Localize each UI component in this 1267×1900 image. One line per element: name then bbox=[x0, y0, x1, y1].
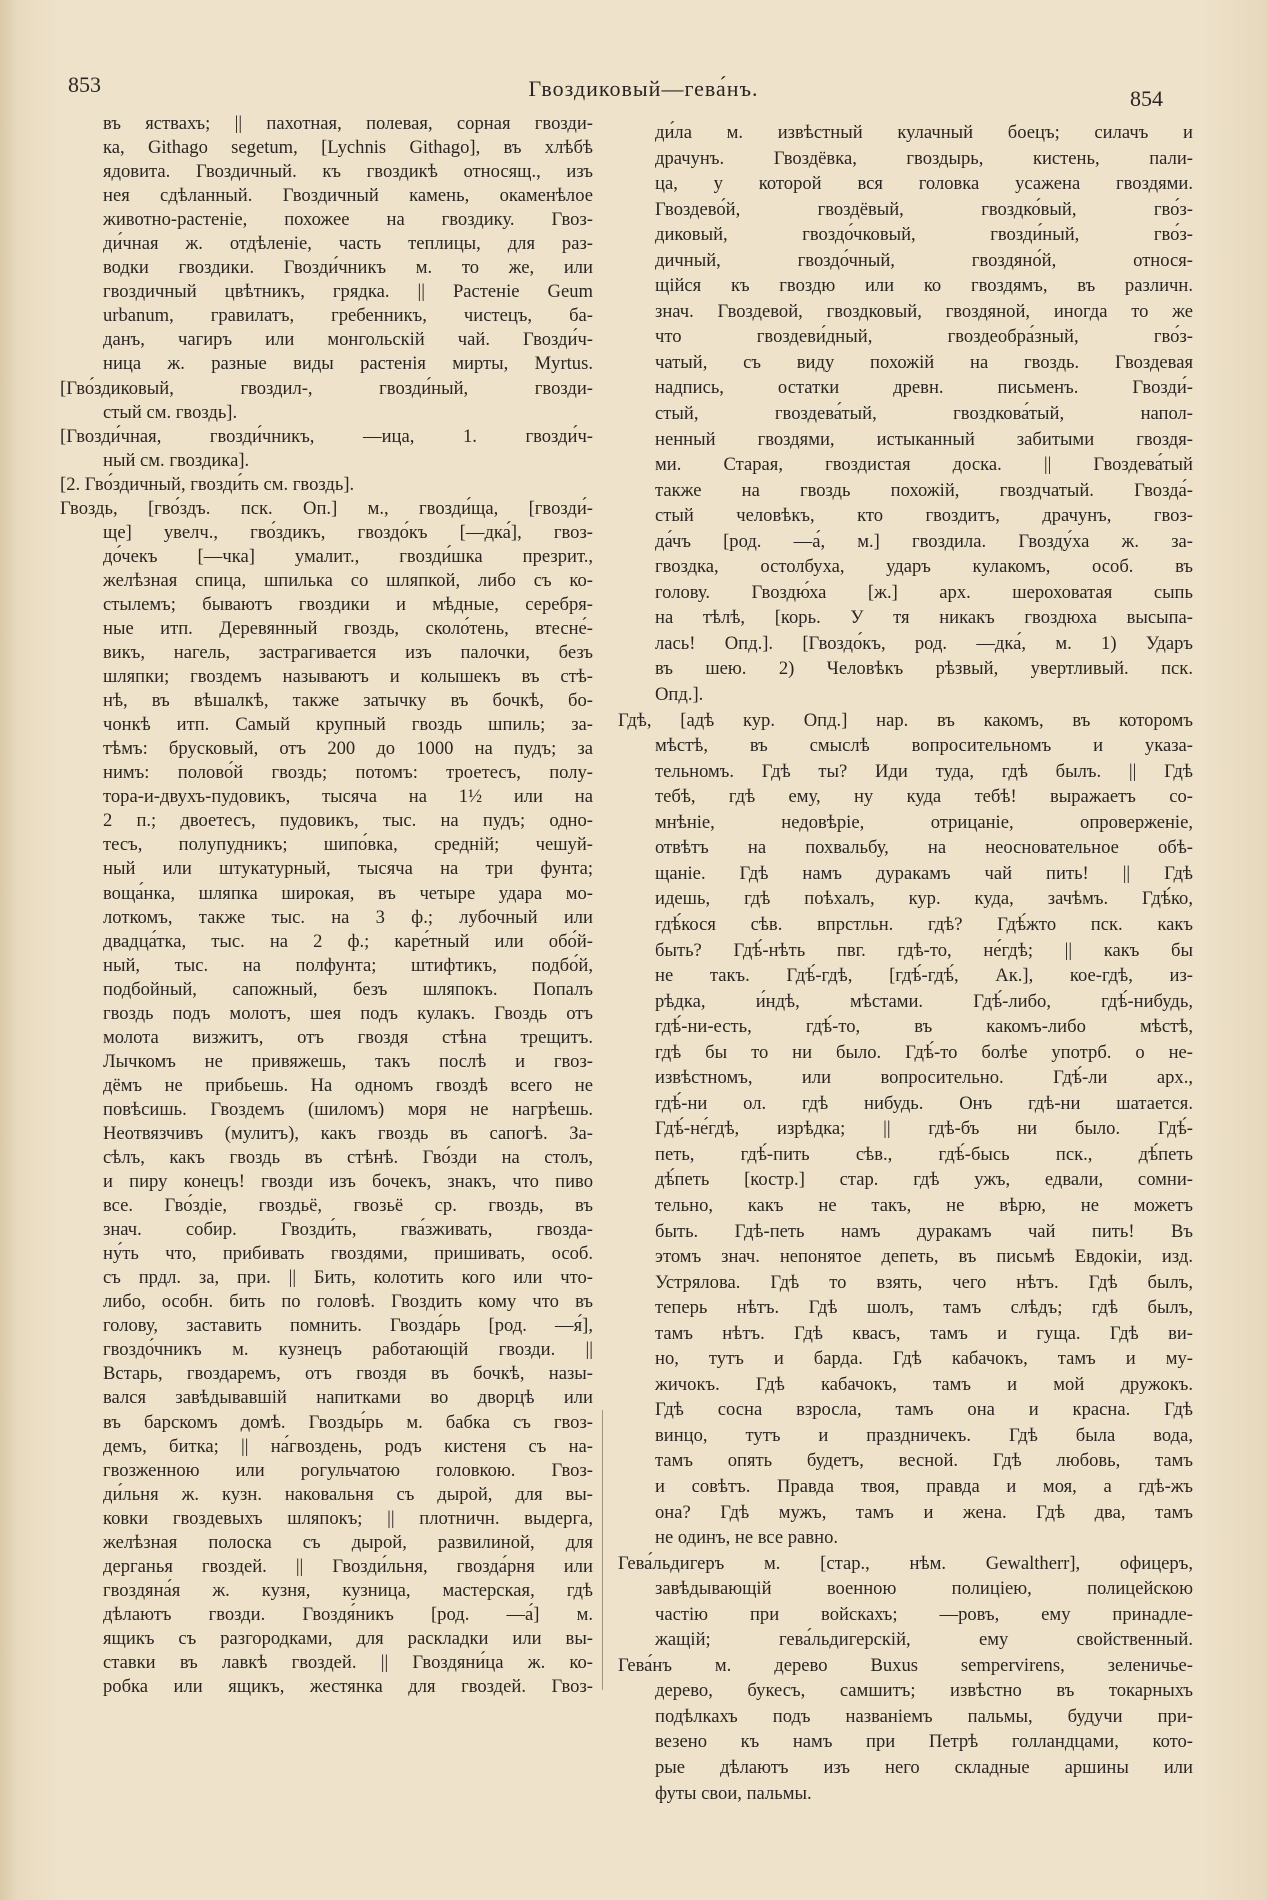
text-line: жичокъ. Гдѣ кабачокъ, тамъ и мой дружокъ. bbox=[655, 1373, 1193, 1395]
text-line: дерганья гвоздей. || Гвозди́льня, гвозда́рня или bbox=[103, 1555, 593, 1577]
entry-headword-line: Гева́нъ м. дерево Buxus sempervirens, зеленичье- bbox=[618, 1654, 1193, 1676]
text-line: винцо, тутъ и праздничекъ. Гдѣ была вода, bbox=[655, 1424, 1193, 1446]
text-line: нея сдѣланный. Гвоздичный камень, окаменѣлое bbox=[103, 185, 593, 207]
text-line: въ шею. 2) Человѣкъ рѣзвый, увертливый. пск. bbox=[655, 658, 1193, 680]
text-line: теперь нѣтъ. Гдѣ шолъ, тамъ слѣдъ; гдѣ былъ, bbox=[655, 1297, 1193, 1319]
entry-headword-line: Гева́льдигеръ м. [стар., нѣм. Gewaltherr], офицеръ, bbox=[618, 1552, 1193, 1574]
text-line: молота визжитъ, отъ гвоздя стѣна трещитъ. bbox=[103, 1026, 593, 1048]
text-line: Гдѣ́-не́гдѣ, изрѣдка; || гдѣ-бъ ни было. Гдѣ́- bbox=[655, 1118, 1193, 1140]
text-line: знач. Гвоздевой, гвоздковый, гвоздяной, иногда то же bbox=[655, 300, 1193, 322]
text-line: нимъ: полово́й гвоздь; потомъ: троетесъ, полу- bbox=[103, 762, 593, 784]
entry-headword-line: Гдѣ, [адѣ кур. Опд.] нар. въ какомъ, въ которомъ bbox=[618, 709, 1193, 731]
text-line: не такъ. Гдѣ́-гдѣ, [гдѣ́-гдѣ́, Ак.], кое-гдѣ, из- bbox=[655, 965, 1193, 987]
text-line: ставки въ лавкѣ гвоздей. || Гвоздяни́ца ж. ко- bbox=[103, 1652, 593, 1673]
text-line: рѣдка, и́ндѣ, мѣстами. Гдѣ́-либо, гдѣ́-нибудь, bbox=[655, 990, 1193, 1012]
text-line: чонкѣ итп. Самый крупный гвоздь шпиль; за- bbox=[103, 714, 593, 736]
entry-headword-line: [2. Гво́здичный, гвозди́ть см. гвоздь]. bbox=[60, 473, 355, 495]
running-title: Гвоздиковый—гева́нъ. bbox=[528, 76, 759, 101]
text-line: лоткомъ, также тыс. на 3 ф.; лубочный или bbox=[103, 906, 593, 928]
text-line: тамъ нѣтъ. Гдѣ квасъ, тамъ и гуща. Гдѣ ви- bbox=[655, 1322, 1193, 1344]
text-line: ще] увелч., гво́здикъ, гвоздо́къ [—дка́], гвоз- bbox=[103, 521, 593, 543]
text-line: Опд.]. bbox=[655, 684, 704, 706]
text-line: Гвоздево́й, гвоздёвый, гвоздко́вый, гво́з- bbox=[655, 198, 1193, 220]
text-line: воща́нка, шляпка широкая, въ четыре удара мо- bbox=[103, 882, 593, 904]
text-line: Встарь, гвоздаремъ, отъ гвоздя въ бочкѣ, назы- bbox=[103, 1363, 593, 1385]
text-line: ди́ла м. извѣстный кулачный боецъ; силачъ и bbox=[655, 122, 1193, 143]
text-line: съ прдл. за, при. || Бить, колотить кого или что- bbox=[103, 1267, 593, 1289]
text-line: быть. Гдѣ-петь намъ дуракамъ чай пить! Въ bbox=[655, 1220, 1193, 1242]
text-line: идешь, гдѣ поѣхалъ, кур. куда, зачѣмъ. Гдѣ́ко, bbox=[655, 888, 1193, 910]
text-line: гвоздка, остолбуха, ударъ кулакомъ, особ. въ bbox=[655, 556, 1193, 578]
text-line: Гдѣ сосна взросла, тамъ она и красна. Гдѣ bbox=[655, 1399, 1193, 1421]
text-line: Лычкомъ не привяжешь, такъ послѣ и гвоз- bbox=[103, 1050, 593, 1072]
text-line: гдѣ бы то ни было. Гдѣ́-то болѣе употрб. о не- bbox=[655, 1041, 1193, 1063]
text-line: ный, тыс. на полфунта; штифтикъ, подбо́й, bbox=[103, 954, 593, 976]
text-line: завѣдывающій военною полиціею, полицейскою bbox=[655, 1578, 1193, 1600]
text-line: 2 п.; двоетесъ, пудовикъ, тыс. на пудъ; одно- bbox=[103, 810, 593, 832]
text-line: щійся къ гвоздю или ко гвоздямъ, въ различн. bbox=[655, 275, 1193, 297]
text-line: гвозженною или рогульчатою головкою. Гвоз- bbox=[103, 1459, 593, 1481]
text-line: гвоздо́чникъ м. кузнецъ работающій гвозди. || bbox=[103, 1339, 593, 1361]
text-line: водки гвоздики. Гвозди́чникъ м. то же, или bbox=[103, 257, 593, 279]
text-line: гдѣ́-ни-есть, гдѣ́-то, въ какомъ-либо мѣстѣ, bbox=[655, 1016, 1193, 1038]
text-line: мнѣніе, недовѣріе, отрицаніе, опроверженіе, bbox=[655, 811, 1193, 833]
text-line: ди́льня ж. кузн. наковальня съ дырой, для вы- bbox=[103, 1483, 593, 1505]
text-line: дѣ́петь [костр.] стар. гдѣ ужъ, едвали, сомни- bbox=[655, 1169, 1193, 1191]
text-line: ди́чная ж. отдѣленіе, часть теплицы, для раз- bbox=[103, 233, 593, 255]
text-line: до́чекъ [—чка] умалит., гвозди́шка презрит., bbox=[103, 545, 593, 567]
text-line: ные итп. Деревянный гвоздь, сколо́тень, втесне́- bbox=[103, 617, 593, 639]
text-line: ящикъ съ разгородками, для раскладки или вы- bbox=[103, 1627, 593, 1649]
text-line: гдѣ́-ни ол. гдѣ нибудь. Онъ гдѣ-ни шатается. bbox=[655, 1092, 1193, 1114]
text-line: данъ, чагиръ или монгольскій чай. Гвозди́ч- bbox=[103, 329, 593, 351]
text-line: надпись, остатки древн. письменъ. Гвозди́- bbox=[655, 377, 1193, 399]
text-line: этомъ знач. непонятое депеть, въ письмѣ Евдокіи, изд. bbox=[655, 1246, 1193, 1268]
text-line: петь, гдѣ́-пить сѣв., гдѣ́-бысь пск., дѣ́петь bbox=[655, 1143, 1193, 1165]
text-line: urbanum, гравилатъ, гребенникъ, чистецъ, ба- bbox=[103, 305, 593, 327]
text-line: дёмъ не прибьешь. На одномъ гвоздѣ всего не bbox=[103, 1074, 593, 1096]
text-line: тѣмъ: брусковый, отъ 200 до 1000 на пудъ; за bbox=[103, 738, 593, 760]
text-line: тельно, какъ не такъ, не вѣрю, не можетъ bbox=[655, 1194, 1193, 1216]
text-line: ка, Githago segetum, [Lychnis Githago], въ хлѣбѣ bbox=[103, 137, 593, 159]
text-line: лась! Опд.]. [Гвоздо́къ, род. —дка́, м. 1) Ударъ bbox=[655, 632, 1193, 654]
text-line: дерево, букесъ, самшитъ; извѣстно въ токарныхъ bbox=[655, 1680, 1193, 1702]
text-line: желѣзная полоска съ дырой, развилиной, для bbox=[103, 1531, 593, 1553]
page-number-right: 854 bbox=[1130, 86, 1163, 111]
text-line: диковый, гвоздо́чковый, гвозди́ный, гво́з- bbox=[655, 224, 1193, 246]
text-line: драчунъ. Гвоздёвка, гвоздырь, кистень, пали- bbox=[655, 147, 1193, 169]
text-line: гвоздяна́я ж. кузня, кузница, мастерская, гдѣ bbox=[103, 1579, 593, 1601]
text-line: шляпки; гвоздемъ называютъ и колышекъ въ стѣ- bbox=[103, 666, 593, 688]
text-line: знач. собир. Гвозди́ть, гва́зживать, гвозда- bbox=[103, 1219, 593, 1241]
text-line: робка или ящикъ, жестянка для гвоздей. Гвоз- bbox=[103, 1676, 593, 1698]
text-line: тебѣ, гдѣ ему, ну куда тебѣ! выражаетъ со- bbox=[655, 786, 1193, 808]
text-line: демъ, битка; || на́гвоздень, родъ кистеня съ на- bbox=[103, 1435, 593, 1457]
page-number-left: 853 bbox=[68, 72, 101, 97]
column-divider bbox=[602, 1410, 603, 1690]
text-line: стый человѣкъ, кто гвоздитъ, драчунъ, гвоз- bbox=[655, 505, 1193, 527]
text-line: стылемъ; бываютъ гвоздики и мѣдные, серебря- bbox=[103, 593, 593, 615]
text-line: животно-растеніе, похожее на гвоздику. Гвоз- bbox=[103, 209, 593, 231]
text-line: тесъ, полупудникъ; шипо́вка, средній; чешуй- bbox=[103, 834, 593, 856]
text-line: тора-и-двухъ-пудовикъ, тысяча на 1½ или на bbox=[103, 786, 593, 808]
text-line: что гвоздеви́дный, гвоздеобра́зный, гво́з- bbox=[655, 326, 1193, 348]
text-line: она? Гдѣ мужъ, тамъ и жена. Гдѣ два, тамъ bbox=[655, 1501, 1193, 1523]
text-line: ца, у которой вся головка усажена гвоздями. bbox=[655, 173, 1193, 195]
text-line: въ яствахъ; || пахотная, полевая, сорная гвозди- bbox=[103, 113, 593, 134]
text-line: стый, гвоздева́тый, гвоздкова́тый, напол- bbox=[655, 403, 1193, 425]
text-line: да́чъ [род. —а́, м.] гвоздила. Гвозду́ха ж. за- bbox=[655, 530, 1193, 552]
text-line: повѣсишь. Гвоздемъ (шиломъ) моря не нагрѣешь. bbox=[103, 1098, 593, 1120]
text-line: голову, заставить помнить. Гвозда́рь [род. —я́], bbox=[103, 1315, 593, 1337]
text-line: футы свои, пальмы. bbox=[655, 1782, 812, 1804]
text-line: быть? Гдѣ́-нѣть пвг. гдѣ-то, не́гдѣ; || какъ бы bbox=[655, 939, 1193, 961]
entry-headword-line: [Гвозди́чная, гвозди́чникъ, —ица, 1. гвозди́ч- bbox=[60, 425, 593, 447]
text-line: подѣлкахъ подъ названіемъ пальмы, будучи при- bbox=[655, 1705, 1193, 1727]
text-line: двадца́тка, тыс. на 2 ф.; каре́тный или обо́й- bbox=[103, 930, 593, 952]
text-line: и совѣтъ. Правда твоя, правда и моя, а гдѣ-жъ bbox=[655, 1475, 1193, 1497]
text-line: дѣлаютъ гвозди. Гвоздя́никъ [род. —а́] м. bbox=[103, 1603, 593, 1625]
text-line: и пиру конецъ! гвозди изъ бочекъ, знакъ, что пиво bbox=[103, 1171, 593, 1193]
text-line: ми. Старая, гвоздистая доска. || Гвоздева́тый bbox=[655, 454, 1193, 476]
text-line: чатый, съ виду похожій на гвоздь. Гвоздевая bbox=[655, 351, 1193, 373]
text-line: все. Гво́здіе, гвоздьё, гвозьё ср. гвоздь, въ bbox=[103, 1195, 593, 1217]
text-line: везено къ намъ при Петрѣ голландцами, кото- bbox=[655, 1731, 1193, 1753]
text-line: ну́ть что, прибивать гвоздями, пришивать, особ. bbox=[103, 1243, 593, 1265]
text-line: не одинъ, не все равно. bbox=[655, 1527, 839, 1549]
text-line: викъ, нагель, застрагивается изъ палочки, безъ bbox=[103, 642, 593, 664]
text-line: жащій; гева́льдигерскій, ему свойственный. bbox=[655, 1629, 1193, 1651]
text-line: нѣ, въ вѣшалкѣ, также затычку въ бочкѣ, бо- bbox=[103, 690, 593, 712]
text-line: ненный гвоздями, истыканный забитыми гвоздя- bbox=[655, 428, 1193, 450]
text-line: ница ж. разные виды растенія мирты, Myrtus. bbox=[103, 353, 593, 375]
text-line: гвоздичный цвѣтникъ, грядка. || Растеніе Geum bbox=[103, 281, 593, 303]
text-line: подбойный, сапожный, безъ шляпокъ. Попалъ bbox=[103, 978, 593, 1000]
right-column bbox=[618, 120, 1193, 1806]
text-line: голову. Гвоздю́ха [ж.] арх. шероховатая сыпь bbox=[655, 581, 1193, 603]
text-line: ный см. гвоздика]. bbox=[103, 449, 250, 471]
text-line: частію при войскахъ; —ровъ, ему принадле- bbox=[655, 1603, 1193, 1625]
text-line: въ барскомъ домѣ. Гвозды́рь м. бабка съ гвоз- bbox=[103, 1411, 593, 1433]
entry-headword-line: Гвоздь, [гво́здъ. пск. Оп.] м., гвозди́ща, [гвозди́- bbox=[60, 497, 593, 519]
text-line: Устрялова. Гдѣ то взять, чего нѣтъ. Гдѣ былъ, bbox=[655, 1271, 1193, 1293]
text-line: ковки гвоздевыхъ шляпокъ; || плотничн. выдерга, bbox=[103, 1507, 593, 1529]
text-line: вался завѣдывавшій напитками во дворцѣ или bbox=[103, 1387, 593, 1409]
text-line: дичный, гвоздо́чный, гвоздяно́й, относя- bbox=[655, 249, 1193, 271]
text-line: рые дѣлаютъ изъ него складные аршины или bbox=[655, 1757, 1193, 1778]
text-line: сѣлъ, какъ гвоздь въ стѣнѣ. Гво́зди на столъ, bbox=[103, 1147, 593, 1169]
text-line: отвѣтъ на похвальбу, на неосновательное обѣ- bbox=[655, 837, 1193, 859]
text-line: гвоздь подъ молотъ, шея подъ кулакъ. Гвоздь отъ bbox=[103, 1002, 593, 1024]
text-line: ядовита. Гвоздичный. къ гвоздикѣ относящ., изъ bbox=[103, 161, 593, 183]
text-line: щаніе. Гдѣ намъ дуракамъ чай пить! || Гдѣ bbox=[655, 862, 1193, 884]
text-line: ный или штукатурный, тысяча на три фунта; bbox=[103, 858, 593, 880]
entry-headword-line: [Гво́здиковый, гвоздил-, гвозди́ный, гвозди- bbox=[60, 377, 593, 399]
text-line: стый см. гвоздь]. bbox=[103, 401, 238, 423]
text-line: либо, особн. бить по головѣ. Гвоздить кому что въ bbox=[103, 1291, 593, 1313]
text-line: также на гвоздь похожій, гвоздчатый. Гвозда́- bbox=[655, 479, 1193, 501]
text-line: тельномъ. Гдѣ ты? Иди туда, гдѣ былъ. || Гдѣ bbox=[655, 760, 1193, 782]
text-line: на тѣлѣ, [корь. У тя никакъ гвоздюха высыпа- bbox=[655, 607, 1193, 629]
text-line: гдѣ́кося сѣв. впрстльн. гдѣ? Гдѣ́жто пск. какъ bbox=[655, 913, 1193, 935]
text-line: желѣзная спица, шпилька со шляпкой, либо съ ко- bbox=[103, 569, 593, 591]
left-column bbox=[60, 112, 593, 1699]
text-line: мѣстѣ, въ смыслѣ вопросительномъ и указа- bbox=[655, 735, 1193, 757]
text-line: извѣстномъ, или вопросительно. Гдѣ́-ли арх., bbox=[655, 1067, 1193, 1089]
text-line: тамъ опять будетъ, весной. Гдѣ любовь, тамъ bbox=[655, 1450, 1193, 1472]
text-line: но, тутъ и барда. Гдѣ кабачокъ, тамъ и му- bbox=[655, 1348, 1193, 1370]
text-line: Неотвязчивъ (мулитъ), какъ гвоздь въ сапогѣ. За- bbox=[103, 1122, 593, 1144]
